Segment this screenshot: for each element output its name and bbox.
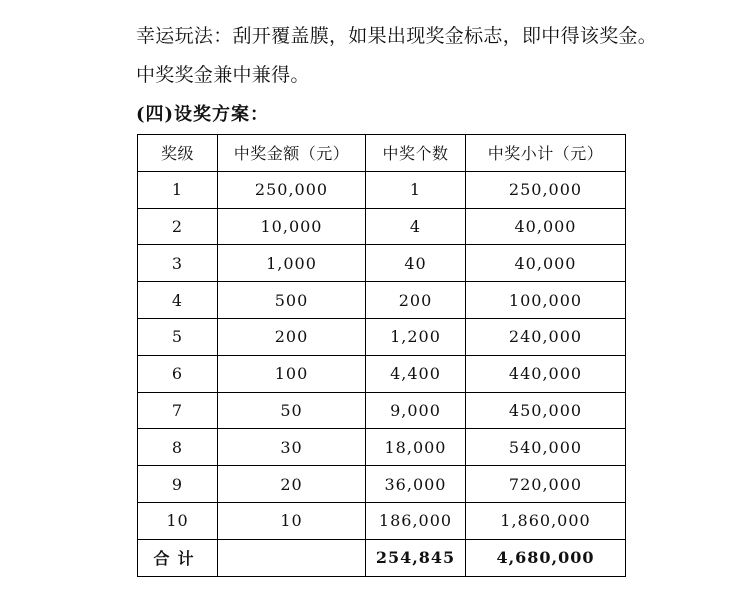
prize-amount-cell: 1,000 — [218, 245, 366, 282]
prize-amount-cell: 100 — [218, 355, 366, 392]
prize-amount-cell: 250,000 — [218, 171, 366, 208]
prize-amount-cell: 10 — [218, 502, 366, 539]
total-row — [138, 539, 626, 576]
prize-amount-cell: 10,000 — [218, 208, 366, 245]
prize-subtotal-cell: 440,000 — [466, 355, 626, 392]
prize-amount-cell: 30 — [218, 429, 366, 466]
winner-count-cell: 40 — [366, 245, 466, 282]
prize-level-cell: 6 — [138, 355, 218, 392]
winner-count-cell: 1,200 — [366, 318, 466, 355]
table-row — [138, 208, 626, 245]
table-row — [138, 282, 626, 319]
header-prize-level: 奖级 — [138, 135, 218, 172]
header-prize-amount: 中奖金额（元） — [218, 135, 366, 172]
prize-subtotal-cell: 40,000 — [466, 208, 626, 245]
prize-subtotal-cell: 250,000 — [466, 171, 626, 208]
total-count: 254,845 — [366, 539, 466, 576]
prize-subtotal-cell: 540,000 — [466, 429, 626, 466]
rules-paragraph-multiple-wins: 中奖奖金兼中兼得。 — [136, 64, 310, 86]
prize-amount-cell: 200 — [218, 318, 366, 355]
rules-paragraph-lucky-play: 幸运玩法：刮开覆盖膜，如果出现奖金标志，即中得该奖金。 — [136, 25, 658, 47]
prize-subtotal-cell: 1,860,000 — [466, 502, 626, 539]
table-row — [138, 355, 626, 392]
prize-level-cell: 10 — [138, 502, 218, 539]
winner-count-cell: 1 — [366, 171, 466, 208]
table-row — [138, 245, 626, 282]
winner-count-cell: 4,400 — [366, 355, 466, 392]
prize-amount-cell: 500 — [218, 282, 366, 319]
prize-amount-cell: 20 — [218, 466, 366, 503]
prize-table-body — [138, 171, 626, 576]
table-row — [138, 429, 626, 466]
table-row — [138, 502, 626, 539]
header-prize-subtotal: 中奖小计（元） — [466, 135, 626, 172]
prize-level-cell: 8 — [138, 429, 218, 466]
section-heading-prize-scheme: (四)设奖方案： — [136, 104, 270, 125]
prize-level-cell: 4 — [138, 282, 218, 319]
total-label: 合计 — [138, 539, 218, 576]
header-winner-count: 中奖个数 — [366, 135, 466, 172]
total-subtotal: 4,680,000 — [466, 539, 626, 576]
winner-count-cell: 18,000 — [366, 429, 466, 466]
prize-subtotal-cell: 240,000 — [466, 318, 626, 355]
winner-count-cell: 36,000 — [366, 466, 466, 503]
prize-subtotal-cell: 720,000 — [466, 466, 626, 503]
prize-level-cell: 3 — [138, 245, 218, 282]
winner-count-cell: 4 — [366, 208, 466, 245]
prize-subtotal-cell: 100,000 — [466, 282, 626, 319]
prize-level-cell: 9 — [138, 466, 218, 503]
table-row — [138, 171, 626, 208]
prize-subtotal-cell: 450,000 — [466, 392, 626, 429]
total-amount-cell — [218, 539, 366, 576]
prize-level-cell: 7 — [138, 392, 218, 429]
prize-level-cell: 2 — [138, 208, 218, 245]
prize-table-header — [138, 135, 626, 172]
table-row — [138, 466, 626, 503]
winner-count-cell: 9,000 — [366, 392, 466, 429]
prize-table — [137, 134, 626, 577]
prize-amount-cell: 50 — [218, 392, 366, 429]
table-row — [138, 392, 626, 429]
prize-subtotal-cell: 40,000 — [466, 245, 626, 282]
header-row — [138, 135, 626, 172]
winner-count-cell: 200 — [366, 282, 466, 319]
table-row — [138, 318, 626, 355]
winner-count-cell: 186,000 — [366, 502, 466, 539]
prize-level-cell: 1 — [138, 171, 218, 208]
prize-level-cell: 5 — [138, 318, 218, 355]
